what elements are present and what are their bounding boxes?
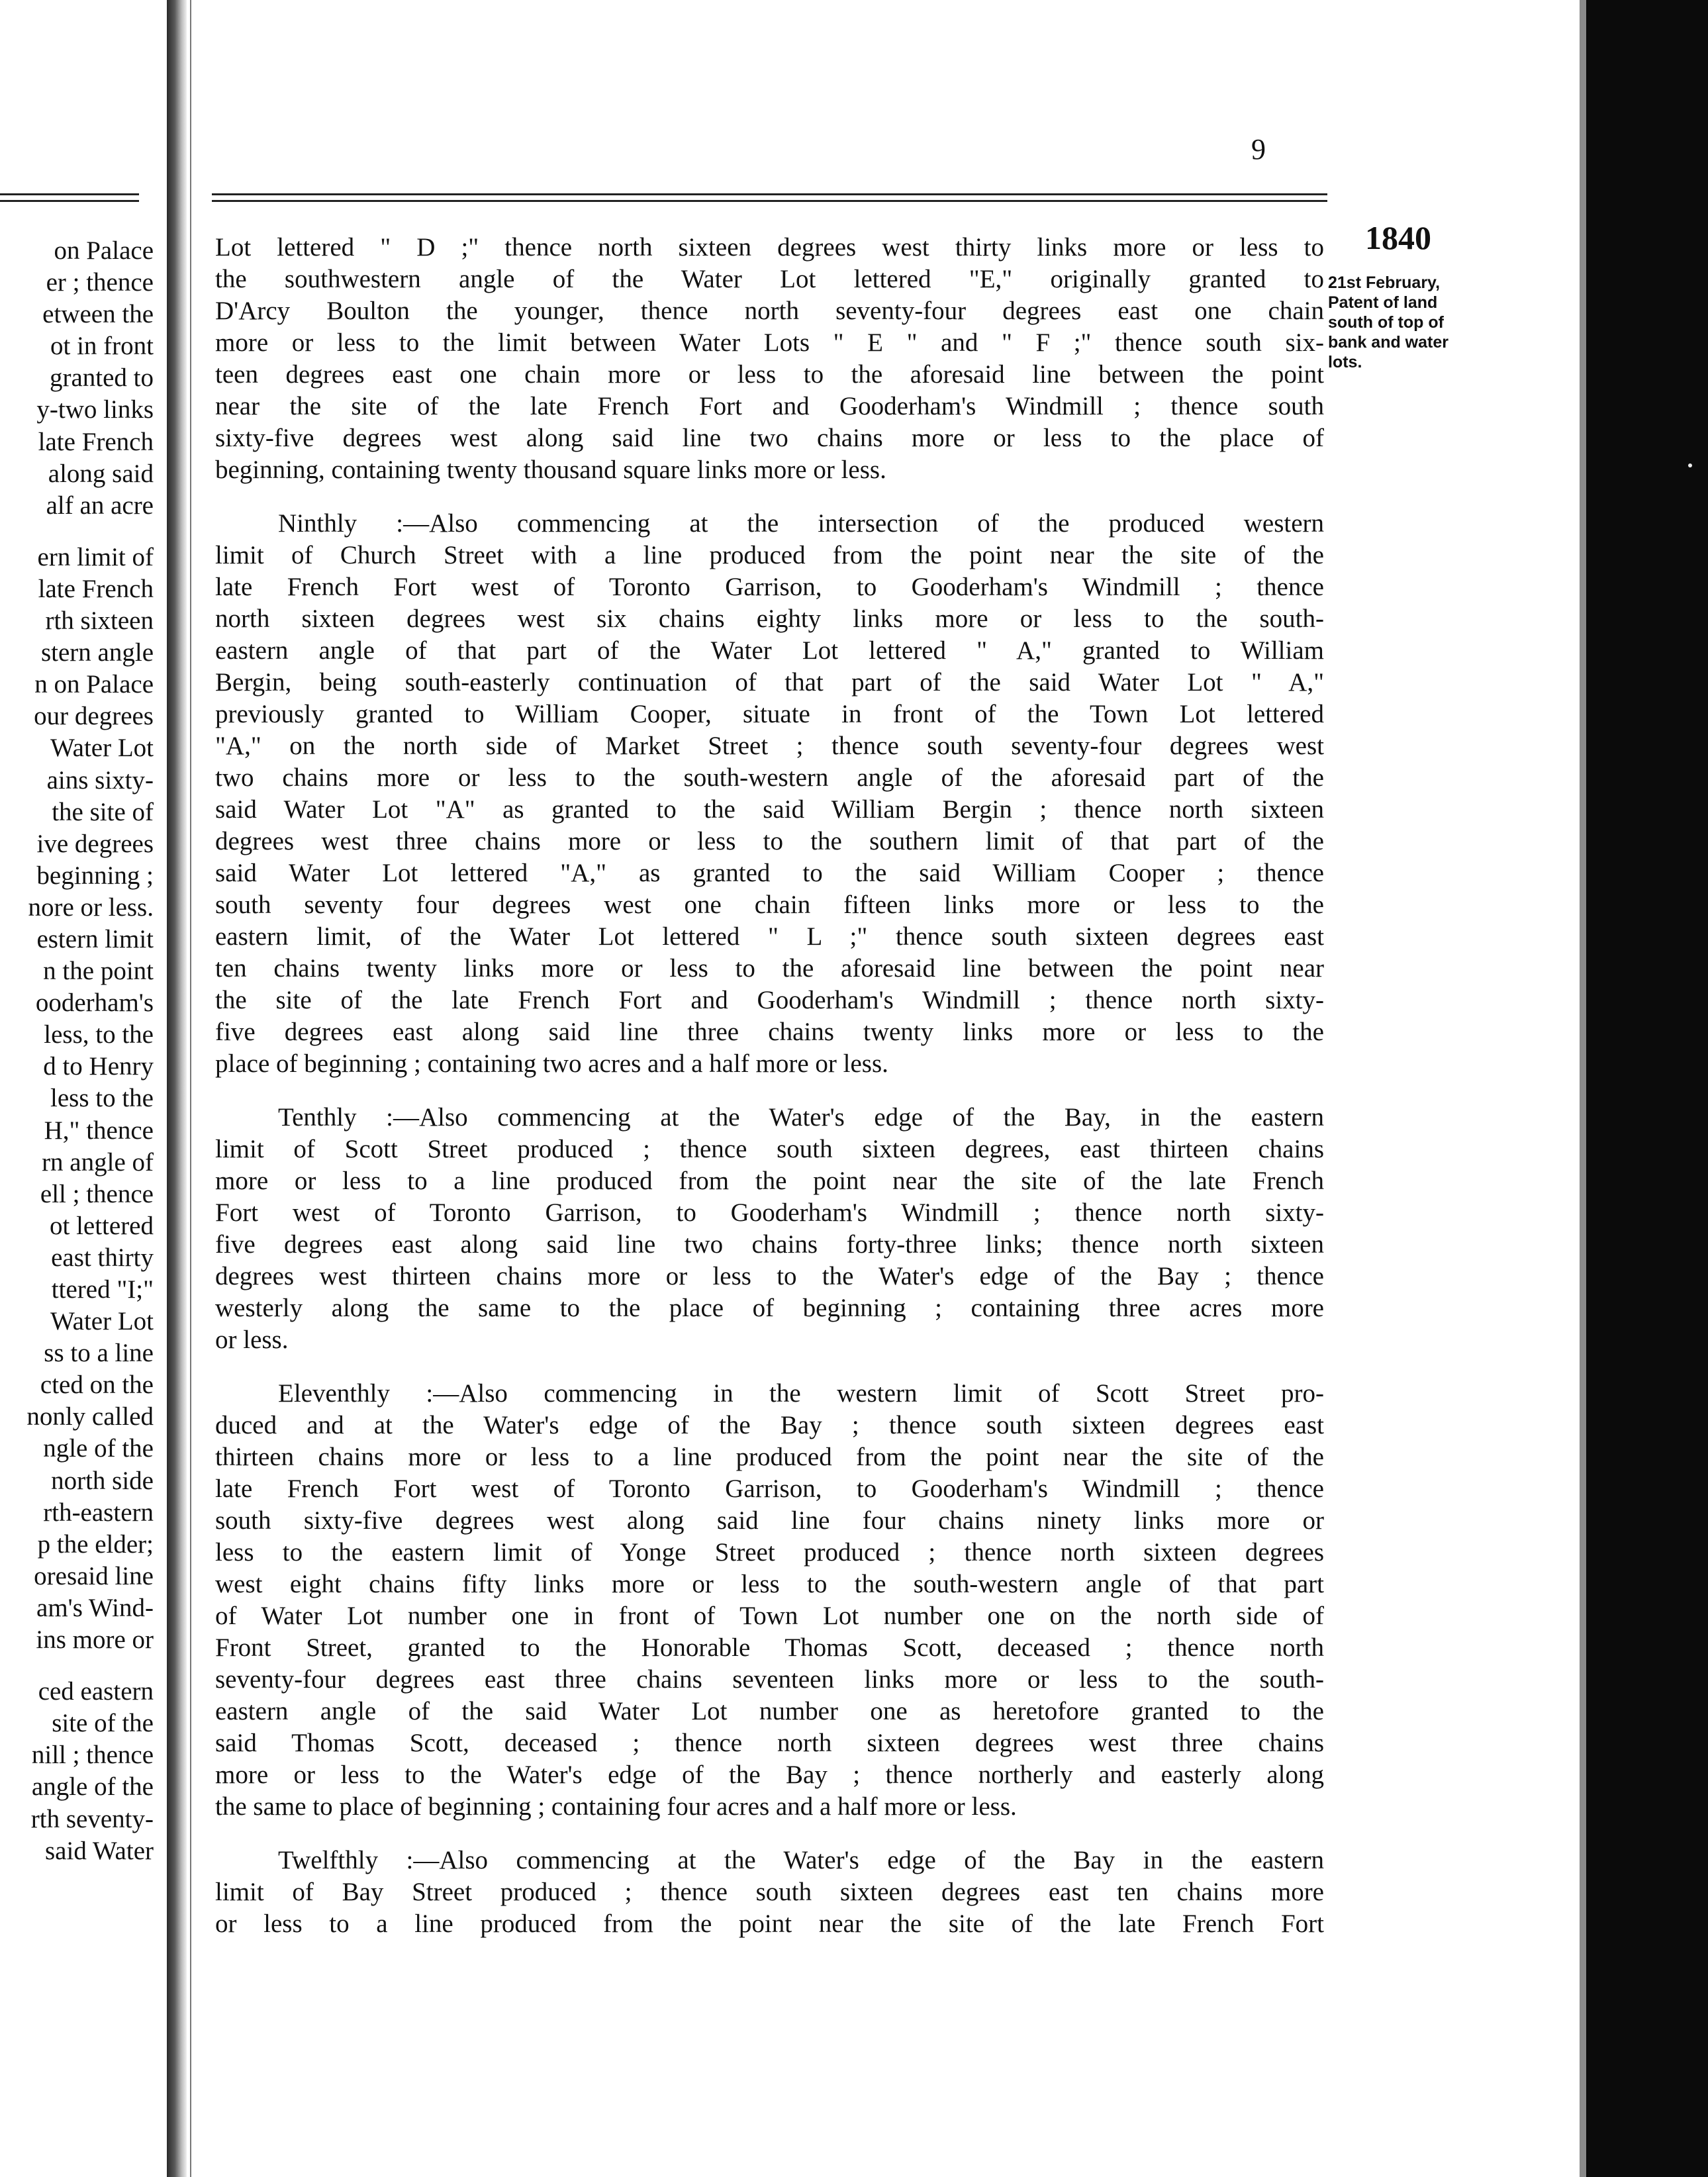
gutter-line bbox=[190, 0, 191, 2177]
left-page-line: on Palace bbox=[54, 236, 154, 265]
text-line: of Water Lot number one in front of Town Lot number one on the north side of bbox=[215, 1602, 1324, 1630]
text-line: degrees west three chains more or less to the southern limit of that part of the bbox=[215, 827, 1324, 855]
text-line: late French Fort west of Toronto Garrison, to Gooderham's Windmill ; thence bbox=[215, 573, 1324, 601]
text-line: duced and at the Water's edge of the Bay ; thence south sixteen degrees east bbox=[215, 1411, 1324, 1439]
text-line: limit of Church Street with a line produced from the point near the site of the bbox=[215, 541, 1324, 569]
text-line: west eight chains fifty links more or less to the south-western angle of that part bbox=[215, 1570, 1324, 1598]
text-line: five degrees east along said line three chains twenty links more or less to the bbox=[215, 1018, 1324, 1046]
paragraph bbox=[215, 232, 1324, 486]
text-line: more or less to the limit between Water Lots " E " and " F ;" thence south six- bbox=[215, 328, 1324, 357]
text-line: Bergin, being south-easterly continuation of that part of the said Water Lot " A," bbox=[215, 668, 1324, 697]
text-line: sixty-five degrees west along said line two chains more or less to the place of bbox=[215, 424, 1324, 452]
text-line: south sixty-five degrees west along said line four chains ninety links more or bbox=[215, 1506, 1324, 1535]
left-page-line: angle of the bbox=[31, 1772, 154, 1802]
left-page-line: cted on the bbox=[40, 1371, 154, 1400]
left-page-line: ains sixty- bbox=[46, 765, 154, 795]
paragraph bbox=[215, 1845, 1324, 1940]
text-line: Eleventhly :—Also commencing in the western limit of Scott Street pro- bbox=[278, 1379, 1324, 1408]
left-page-line: less to the bbox=[50, 1084, 154, 1113]
left-page-text bbox=[0, 235, 154, 1867]
paragraph bbox=[215, 508, 1324, 1080]
left-page-line: H," thence bbox=[44, 1116, 154, 1145]
left-page-line: am's Wind- bbox=[36, 1593, 154, 1622]
text-line: eastern limit, of the Water Lot lettered " L ;" thence south sixteen degrees east bbox=[215, 922, 1324, 951]
text-line: limit of Bay Street produced ; thence south sixteen degrees east ten chains more bbox=[215, 1878, 1324, 1906]
paragraph-gap bbox=[215, 486, 1324, 508]
left-page-line: d to Henry bbox=[43, 1052, 154, 1081]
text-line: Ninthly :—Also commencing at the intersection of the produced western bbox=[278, 509, 1324, 538]
left-page-line: ot lettered bbox=[49, 1211, 154, 1240]
left-top-rule-2 bbox=[0, 200, 139, 202]
left-page-line: ced eastern bbox=[38, 1677, 154, 1706]
left-page-line: ins more or bbox=[36, 1625, 154, 1655]
text-line: the site of the late French Fort and Gooderham's Windmill ; thence north sixty- bbox=[215, 986, 1324, 1014]
left-page-line: ss to a line bbox=[44, 1339, 154, 1368]
left-paragraph-gap bbox=[0, 1656, 154, 1676]
text-line: the southwestern angle of the Water Lot lettered "E," originally granted to bbox=[215, 265, 1324, 293]
text-line: or less. bbox=[215, 1326, 289, 1354]
left-page-line: Water Lot bbox=[50, 1307, 154, 1336]
left-page-line: oresaid line bbox=[34, 1561, 154, 1590]
text-line: said Water Lot "A" as granted to the said William Bergin ; thence north sixteen bbox=[215, 795, 1324, 824]
text-line: eastern angle of that part of the Water Lot lettered " A," granted to William bbox=[215, 636, 1324, 665]
left-page-line: less, to the bbox=[44, 1020, 154, 1049]
text-line: "A," on the north side of Market Street ; thence south seventy-four degrees west bbox=[215, 732, 1324, 760]
left-page-line: Water Lot bbox=[50, 734, 154, 763]
left-page-line: er ; thence bbox=[46, 268, 154, 297]
left-page-line: rth-eastern bbox=[43, 1498, 154, 1527]
text-line: Tenthly :—Also commencing at the Water's edge of the Bay, in the eastern bbox=[278, 1103, 1324, 1132]
scan-edge bbox=[1586, 0, 1708, 2177]
top-rule-2 bbox=[212, 200, 1327, 202]
paragraph-gap bbox=[215, 1356, 1324, 1378]
left-page-line: along said bbox=[48, 459, 154, 488]
left-page-line: n the point bbox=[43, 957, 154, 986]
text-line: teen degrees east one chain more or less to the aforesaid line between the point bbox=[215, 360, 1324, 389]
text-line: eastern angle of the said Water Lot number one as heretofore granted to the bbox=[215, 1697, 1324, 1725]
left-paragraph-gap bbox=[0, 522, 154, 542]
left-page-line: ern limit of bbox=[37, 542, 154, 571]
left-page-line: rth seventy- bbox=[30, 1804, 154, 1833]
text-line: north sixteen degrees west six chains eighty links more or less to the south- bbox=[215, 605, 1324, 633]
paragraph bbox=[215, 1378, 1324, 1823]
text-line: less to the eastern limit of Yonge Street produced ; thence north sixteen degrees bbox=[215, 1538, 1324, 1567]
text-line: or less to a line produced from the point near the site of the late French Fort bbox=[215, 1910, 1324, 1938]
left-page-line: estern limit bbox=[36, 924, 154, 953]
left-page-line: n on Palace bbox=[34, 670, 154, 699]
left-page-line: ot in front bbox=[50, 332, 154, 361]
left-page-line: beginning ; bbox=[36, 861, 154, 890]
text-line: said Water Lot lettered "A," as granted to the said William Cooper ; thence bbox=[215, 859, 1324, 887]
paragraph-gap bbox=[215, 1080, 1324, 1102]
left-page-line: said Water bbox=[45, 1836, 154, 1865]
page-number: 9 bbox=[1251, 133, 1266, 166]
top-rule-1 bbox=[212, 193, 1327, 195]
paragraph bbox=[215, 1102, 1324, 1356]
left-page-line: ell ; thence bbox=[40, 1179, 154, 1208]
left-page-line: the site of bbox=[52, 797, 154, 826]
scan-speck bbox=[1688, 463, 1692, 467]
text-line: D'Arcy Boulton the younger, thence north seventy-four degrees east one chain bbox=[215, 297, 1324, 325]
text-line: Fort west of Toronto Garrison, to Gooderham's Windmill ; thence north sixty- bbox=[215, 1198, 1324, 1227]
text-line: two chains more or less to the south-western angle of the aforesaid part of the bbox=[215, 763, 1324, 792]
page-edge-shadow bbox=[1580, 0, 1586, 2177]
left-page-line: ttered "I;" bbox=[51, 1275, 154, 1304]
book-gutter bbox=[167, 0, 187, 2177]
text-line: more or less to a line produced from the point near the site of the late French bbox=[215, 1167, 1324, 1195]
left-page-line: stern angle bbox=[40, 638, 154, 667]
margin-note-line: 21st February, bbox=[1328, 273, 1441, 292]
left-page-line: ooderham's bbox=[35, 989, 154, 1018]
document-body bbox=[215, 232, 1324, 1940]
text-line: near the site of the late French Fort and Gooderham's Windmill ; thence south bbox=[215, 392, 1324, 420]
text-line: place of beginning ; containing two acres and a half more or less. bbox=[215, 1049, 888, 1078]
margin-note-line: Patent of land bbox=[1328, 293, 1438, 312]
left-page-line: nore or less. bbox=[28, 893, 154, 922]
left-page-line: late French bbox=[38, 427, 154, 456]
margin-note-line: lots. bbox=[1328, 353, 1362, 371]
margin-note-line: bank and water bbox=[1328, 333, 1448, 352]
text-line: limit of Scott Street produced ; thence south sixteen degrees, east thirteen chains bbox=[215, 1135, 1324, 1163]
left-page-line: our degrees bbox=[34, 702, 154, 731]
left-page-line: late French bbox=[38, 574, 154, 603]
text-line: beginning, containing twenty thousand square links more or less. bbox=[215, 456, 886, 484]
text-line: Twelfthly :—Also commencing at the Water's edge of the Bay in the eastern bbox=[278, 1846, 1324, 1874]
text-line: previously granted to William Cooper, situate in front of the Town Lot lettered bbox=[215, 700, 1324, 728]
left-page-line: ngle of the bbox=[43, 1434, 154, 1463]
text-line: westerly along the same to the place of beginning ; containing three acres more bbox=[215, 1294, 1324, 1322]
margin-note-line: south of top of bbox=[1328, 313, 1444, 332]
left-page-line: nill ; thence bbox=[31, 1741, 154, 1770]
text-line: more or less to the Water's edge of the Bay ; thence northerly and easterly along bbox=[215, 1761, 1324, 1789]
paragraph-gap bbox=[215, 1823, 1324, 1845]
text-line: degrees west thirteen chains more or less to the Water's edge of the Bay ; thence bbox=[215, 1262, 1324, 1290]
left-page-line: alf an acre bbox=[46, 491, 154, 520]
left-page-line: site of the bbox=[52, 1709, 154, 1738]
left-page-line: east thirty bbox=[51, 1243, 154, 1272]
text-line: late French Fort west of Toronto Garrison, to Gooderham's Windmill ; thence bbox=[215, 1475, 1324, 1503]
left-top-rule-1 bbox=[0, 193, 139, 195]
left-page-line: ive degrees bbox=[36, 829, 154, 858]
text-line: south seventy four degrees west one chain fifteen links more or less to the bbox=[215, 891, 1324, 919]
left-page-line: rth sixteen bbox=[45, 606, 154, 636]
left-page-line: nonly called bbox=[26, 1402, 154, 1431]
text-line: said Thomas Scott, deceased ; thence north sixteen degrees west three chains bbox=[215, 1729, 1324, 1757]
margin-year: 1840 bbox=[1365, 219, 1431, 256]
margin-note bbox=[1328, 273, 1500, 372]
text-line: five degrees east along said line two chains forty-three links; thence north sixteen bbox=[215, 1230, 1324, 1259]
left-page-line: granted to bbox=[49, 363, 154, 393]
left-page-line: rn angle of bbox=[42, 1147, 154, 1177]
left-page-fragment bbox=[0, 0, 166, 2177]
text-line: the same to place of beginning ; containing four acres and a half more or less. bbox=[215, 1792, 1017, 1821]
left-page-line: etween the bbox=[42, 300, 154, 329]
text-line: seventy-four degrees east three chains seventeen links more or less to the south- bbox=[215, 1665, 1324, 1694]
text-line: Lot lettered " D ;" thence north sixteen degrees west thirty links more or less to bbox=[215, 233, 1324, 262]
left-page-line: p the elder; bbox=[37, 1529, 154, 1559]
text-line: Front Street, granted to the Honorable Thomas Scott, deceased ; thence north bbox=[215, 1633, 1324, 1662]
text-line: thirteen chains more or less to a line produced from the point near the site of the bbox=[215, 1443, 1324, 1471]
left-page-line: north side bbox=[51, 1466, 154, 1495]
left-page-line: y-two links bbox=[36, 395, 154, 424]
text-line: ten chains twenty links more or less to the aforesaid line between the point near bbox=[215, 954, 1324, 983]
